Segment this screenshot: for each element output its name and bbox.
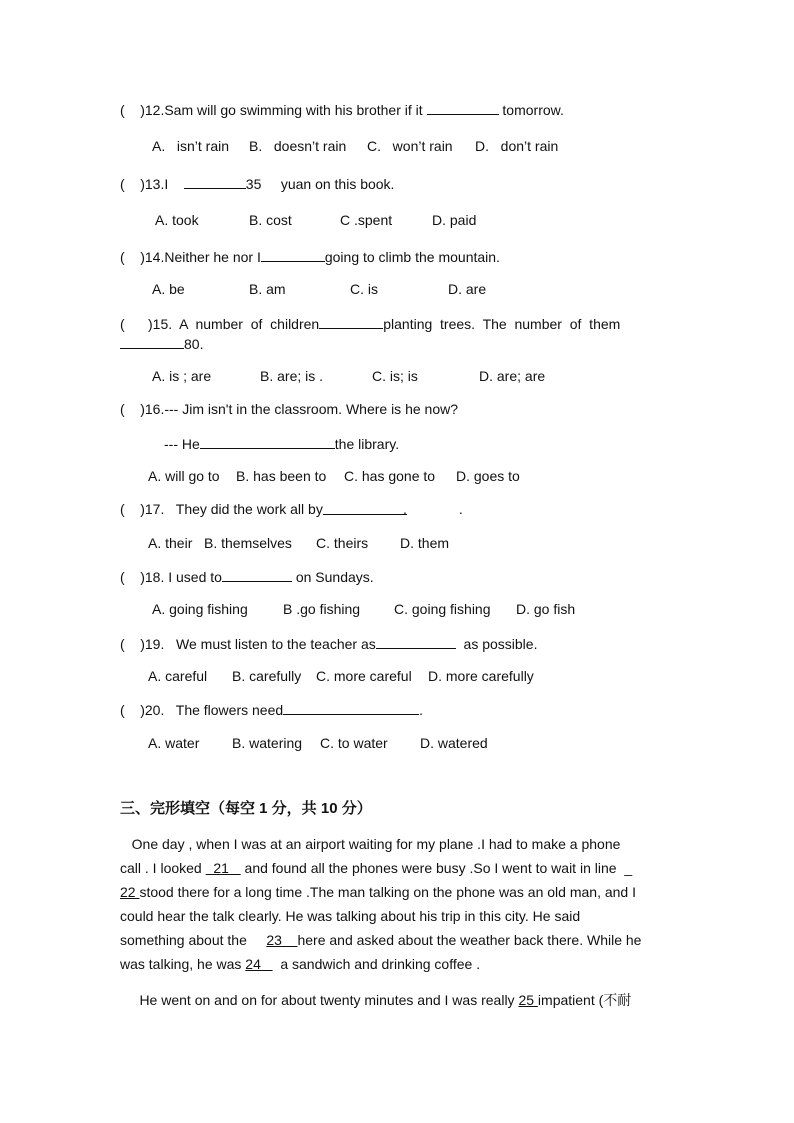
question-stem-end: .: [458, 501, 463, 517]
question-stem-end: going to climb the mountain.: [324, 249, 500, 265]
option-a: A. their: [148, 535, 193, 551]
passage-line: One day , when I was at an airport waiting for my plane .I had to make a phone: [120, 836, 621, 852]
answer-blank: [261, 247, 325, 262]
cloze-blank-21: 21: [205, 860, 241, 876]
question-14: [120, 247, 500, 266]
option-d: D. goes to: [456, 468, 520, 484]
option-a: A. isn’t rain: [152, 138, 230, 154]
reply-text-end: the library.: [334, 436, 400, 452]
reply-text: --- He: [164, 436, 200, 452]
passage-text: something about the: [120, 932, 267, 948]
question-stem-end: as possible.: [455, 636, 538, 652]
option-d: D. are: [448, 281, 487, 297]
question-stem: ( )17. They did the work all by: [120, 501, 323, 517]
option-d: D. more carefully: [428, 668, 534, 684]
blank-period: .: [402, 501, 407, 517]
question-stem-end: 80.: [184, 336, 204, 352]
cloze-passage: [120, 832, 668, 976]
option-b: B. has been to: [236, 468, 327, 484]
option-a: A. will go to: [148, 468, 220, 484]
option-a: A. took: [155, 212, 199, 228]
option-c: C. won’t rain: [367, 138, 453, 154]
option-a: A. is ; are: [152, 368, 212, 384]
passage-text: impatient (不耐: [537, 992, 632, 1008]
cloze-blank-24: 24: [245, 956, 273, 972]
option-b: B. cost: [249, 212, 292, 228]
option-d: D. don’t rain: [475, 138, 559, 154]
passage-text: stood there for a long time .The man talking on the phone was an old man, and I: [139, 884, 636, 900]
question-stem-end: tomorrow.: [498, 102, 564, 118]
question-19: [120, 634, 537, 653]
question-stem: ( )15. A number of children: [120, 316, 320, 332]
option-a: A. going fishing: [152, 601, 248, 617]
answer-blank: [427, 100, 499, 115]
cloze-blank-25: 25: [518, 992, 538, 1008]
option-b: B. themselves: [204, 535, 292, 551]
passage-line: could hear the talk clearly. He was talking about his trip in this city. He said: [120, 908, 581, 924]
option-c: C .spent: [340, 212, 393, 228]
option-a: A. careful: [148, 668, 208, 684]
question-12: [120, 100, 564, 119]
question-stem-end: 35 yuan on this book.: [245, 176, 395, 192]
option-c: C. theirs: [316, 535, 369, 551]
option-b: B .go fishing: [283, 601, 361, 617]
option-c: C. is: [350, 281, 378, 297]
cloze-blank-22: 22: [120, 884, 140, 900]
question-stem: ( )13.I: [120, 176, 184, 192]
option-c: C. going fishing: [394, 601, 491, 617]
question-17: [120, 500, 463, 518]
answer-blank: [319, 314, 383, 329]
passage-text: He went on and on for about twenty minutes and I was really: [120, 992, 519, 1008]
option-d: D. go fish: [516, 601, 576, 617]
answer-blank: [283, 700, 419, 715]
option-a: A. water: [148, 735, 200, 751]
question-stem: ( )18. I used to: [120, 569, 222, 585]
answer-blank: [376, 634, 456, 649]
question-16: ( )16.--- Jim isn't in the classroom. Where is he now?: [120, 401, 458, 417]
option-b: B. am: [249, 281, 286, 297]
answer-blank: [120, 334, 184, 349]
option-d: D. them: [400, 535, 450, 551]
option-b: B. doesn’t rain: [249, 138, 347, 154]
answer-blank: [200, 434, 335, 449]
answer-blank: [222, 567, 292, 582]
option-b: B. are; is .: [260, 368, 324, 384]
question-15-cont: [120, 334, 203, 353]
question-stem-middle: planting trees. The number of them: [383, 316, 621, 332]
question-13: [120, 174, 394, 193]
question-stem-end: .: [419, 702, 424, 718]
option-d: D. watered: [420, 735, 488, 751]
option-a: A. be: [152, 281, 185, 297]
option-c: C. has gone to: [344, 468, 436, 484]
passage-text: a sandwich and drinking coffee .: [272, 956, 481, 972]
answer-blank: [184, 174, 246, 189]
question-15: [120, 314, 620, 333]
passage-line: [120, 928, 668, 952]
option-d: D. are; are: [479, 368, 546, 384]
answer-blank: [323, 500, 407, 515]
option-c: C. to water: [320, 735, 388, 751]
passage-text: and found all the phones were busy .So I went to wait in line _: [240, 860, 633, 876]
question-20: [120, 700, 423, 719]
option-c: C. is; is: [372, 368, 418, 384]
passage-text: was talking, he was: [120, 956, 246, 972]
option-c: C. more careful: [316, 668, 412, 684]
question-stem: ( )19. We must listen to the teacher as: [120, 636, 376, 652]
question-stem: ( )12.Sam will go swimming with his brother if it: [120, 102, 427, 118]
passage-line: [120, 952, 668, 976]
passage-line: [120, 880, 668, 904]
passage-text: here and asked about the weather back there. While he: [297, 932, 642, 948]
section-title: 三、完形填空（每空 1 分，共 10 分）: [120, 800, 372, 817]
passage-line: [120, 856, 668, 880]
passage-line: [120, 988, 668, 1012]
cloze-passage-2: [120, 988, 668, 1012]
question-18: [120, 567, 374, 586]
option-b: B. watering: [232, 735, 303, 751]
question-16-reply: [164, 434, 399, 453]
question-stem-end: on Sundays.: [291, 569, 374, 585]
question-stem: ( )20. The flowers need: [120, 702, 284, 718]
option-d: D. paid: [432, 212, 477, 228]
option-b: B. carefully: [232, 668, 302, 684]
passage-text: call . I looked: [120, 860, 206, 876]
question-stem: ( )14.Neither he nor I: [120, 249, 261, 265]
cloze-blank-23: 23: [266, 932, 298, 948]
